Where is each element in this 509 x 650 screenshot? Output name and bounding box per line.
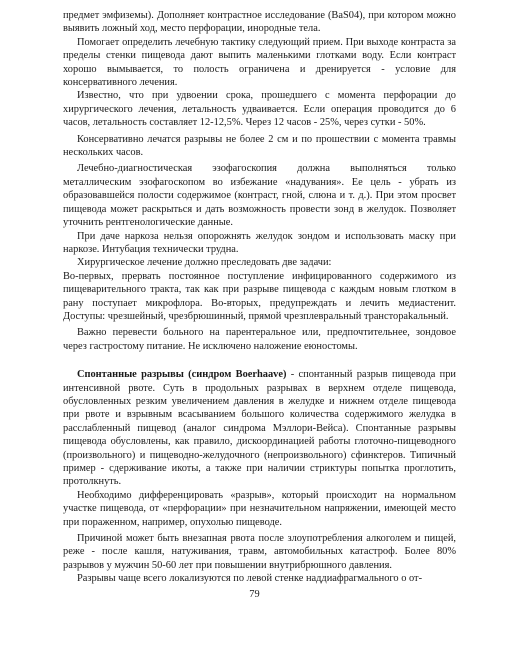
paragraph-swallow-test: Помогает определить лечебную тактику следующий прием. При выходе контраста за пределы стенки пищевода дают выпить маленькими глотками воду. Если контраст хорошо вымывается, то полость ограничена и дренируется - условие для консервативного лечения. [63,36,456,89]
paragraph-surgical-goals: Хирургическое лечение должно преследовать две задачи: [77,257,332,269]
page-number: 79 [249,589,260,600]
paragraph-esophagoscopy: Лечебно-диагностическая эзофагоскопия должна выполняться только металлическим эзофагоскопом во избежание «надувания». Ее цель - убрать из образовавшейся полости содержимое (контраст, гной, слюна и т. д.). При этом просвет пищевода может раскрыться и дать возможность провести зонд в желудок. Позволяет уточнить рентгенологические данные. [63,163,456,229]
paragraph-nutrition: Важно перевести больного на парентеральное или, предпочтительнее, зондовое через гастростому питание. Не исключено наложение еюностомы. [63,327,456,352]
paragraph-first-second: Во-первых, прервать постоянное поступление инфицированного содержимого из пищеварительного тракта, так как при разрыве пищевода с каждым новым глотком в рану поступает микрофлора. Во-вторых, предупреждать и лечить медиастенит. Доступы: чрезшейный, чрезбрюшинный, прямой чрезплевральный транстораkальный. [63,270,456,322]
paragraph-differentiate: Необходимо дифференцировать «разрыв», который происходит на нормальном участке пищевода, от «перфорации» при незначительном напряжении, имеющей место при пораженном, например, опухолью пищеводе. [63,489,456,528]
paragraph-localization: Разрывы чаще всего локализуются по левой стенке наддиафрагмального о от- [77,573,423,585]
paragraph-continuation: предмет эмфиземы). Дополняет контрастное исследование (BaS04), при котором можно выявить ложный ход, место перфорации, инородные тела. [63,10,456,35]
paragraph-causes: Причиной может быть внезапная рвота после злоупотребления алкоголем и пищей, реже - после кашля, натуживания, травм, автомобильных катастроф. Более 80% разрывов у мужчин 50-60 лет при повышении внутрибрюшного давления. [63,533,456,571]
paragraph-boerhaave [63,368,456,489]
section-heading-body: - спонтанный разрыв пищевода при интенсивной рвоте. Суть в продольных разрывах в верхнем отделе пищевода, обусловленных резким увеличением давления в желудке и нижнем отделе пищевода при рвоте и взрывным всасыванием большого количества содержимого желудка в расслабленный пищевод (аналог синдрома Мэллори-Вейса). Спонтанные разрывы пищевода обусловлены, как правило, дискоординацией работы глоточно-пищеводного (произвольного) и пищеводно-желудочного (непроизвольного) сфинктеров. Типичный пример - сдерживание икоты, а также при наличии стриктуры попытка проглотить, протолкнуть. [63,369,456,488]
document-page [63,9,456,586]
paragraph-anesthesia: При даче наркоза нельзя опорожнять желудок зондом и использовать маску при наркозе. Интубация технически трудна. [63,230,456,255]
section-heading: Спонтанные разрывы (синдром Boerhaave) [77,369,287,381]
paragraph-conservative: Консервативно лечатся разрывы не более 2 см и по прошествии с момента травмы нескольких часов. [63,133,456,159]
paragraph-mortality: Известно, что при удвоении срока, прошедшего с момента перфорации до хирургического лечения, летальность удваивается. Если операция проводится до 6 часов, летальность составляет 12-12,5%. Через 12 часов - 25%, через сутки - 50%. [63,90,456,129]
